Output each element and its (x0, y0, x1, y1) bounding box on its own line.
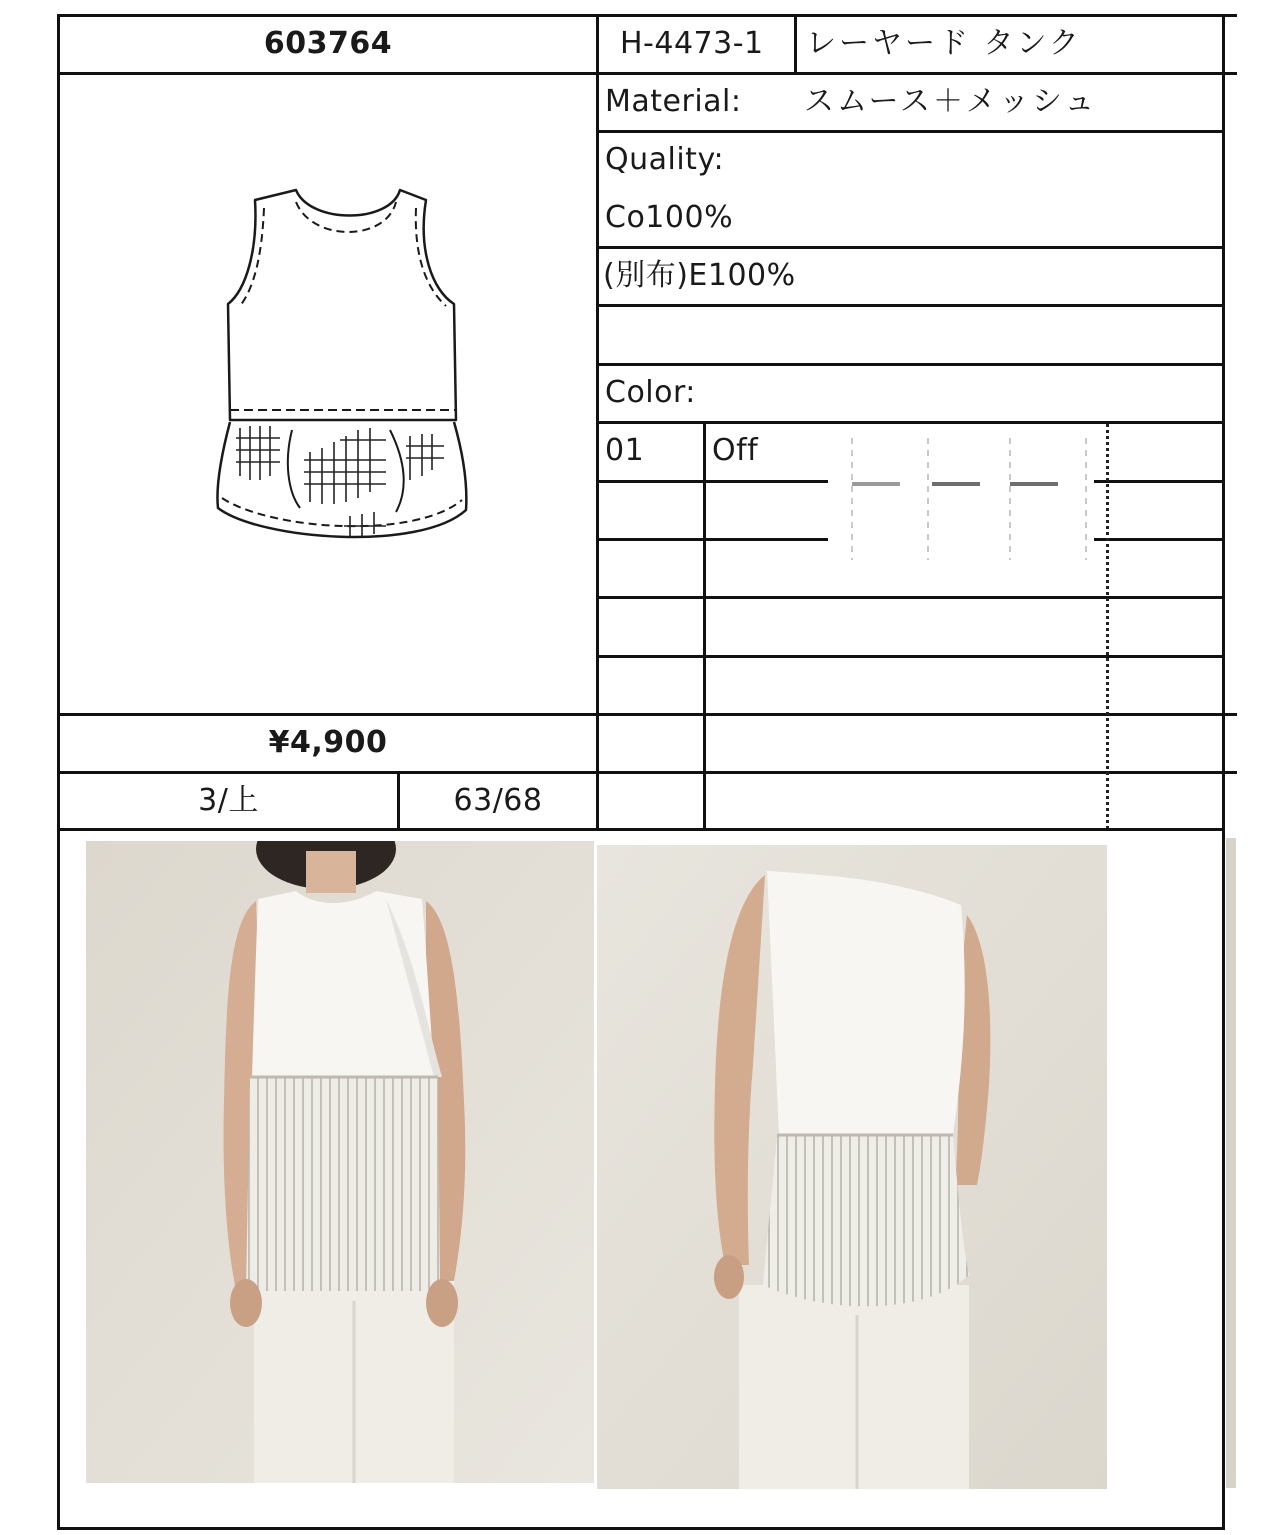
delivery-timing: 3/上 (198, 783, 259, 818)
color-label: Color: (605, 375, 696, 410)
rule (596, 304, 1224, 307)
rule (596, 363, 1224, 366)
rule (1094, 538, 1224, 541)
style-code: H-4473-1 (620, 26, 764, 61)
rule (57, 1527, 1225, 1530)
rule (57, 828, 1225, 831)
dotted-rule (1106, 424, 1109, 829)
rule (596, 655, 1224, 658)
rule (57, 771, 598, 774)
rule (596, 421, 1224, 424)
rule (703, 421, 706, 829)
quality-label: Quality: (605, 142, 725, 177)
photo-edge-strip (1226, 838, 1236, 1488)
rule (57, 72, 1237, 75)
garment-sketch (200, 180, 490, 570)
rule (57, 713, 598, 716)
rule (596, 713, 1237, 716)
rule (1094, 480, 1224, 483)
quality-composition: Co100% (605, 200, 734, 235)
rule (596, 596, 1224, 599)
size-range: 63/68 (453, 783, 543, 818)
rule (596, 246, 1224, 249)
color-swatch-marks (840, 430, 1100, 570)
rule (596, 480, 828, 483)
rule (596, 771, 1237, 774)
quality-composition-secondary: (別布)E100% (603, 258, 796, 293)
rule (794, 14, 797, 74)
item-number: 603764 (263, 26, 393, 61)
rule (57, 14, 1237, 17)
price: ¥4,900 (268, 725, 388, 760)
color-name: Off (712, 433, 759, 468)
product-photo-back (597, 845, 1107, 1489)
rule (596, 538, 828, 541)
material-label: Material: (605, 84, 742, 119)
material-value: スムース＋メッシュ (804, 84, 1098, 119)
style-name: レーヤード タンク (806, 26, 1082, 61)
rule (596, 130, 1224, 133)
product-photo-front (86, 841, 594, 1483)
color-code: 01 (605, 433, 645, 468)
